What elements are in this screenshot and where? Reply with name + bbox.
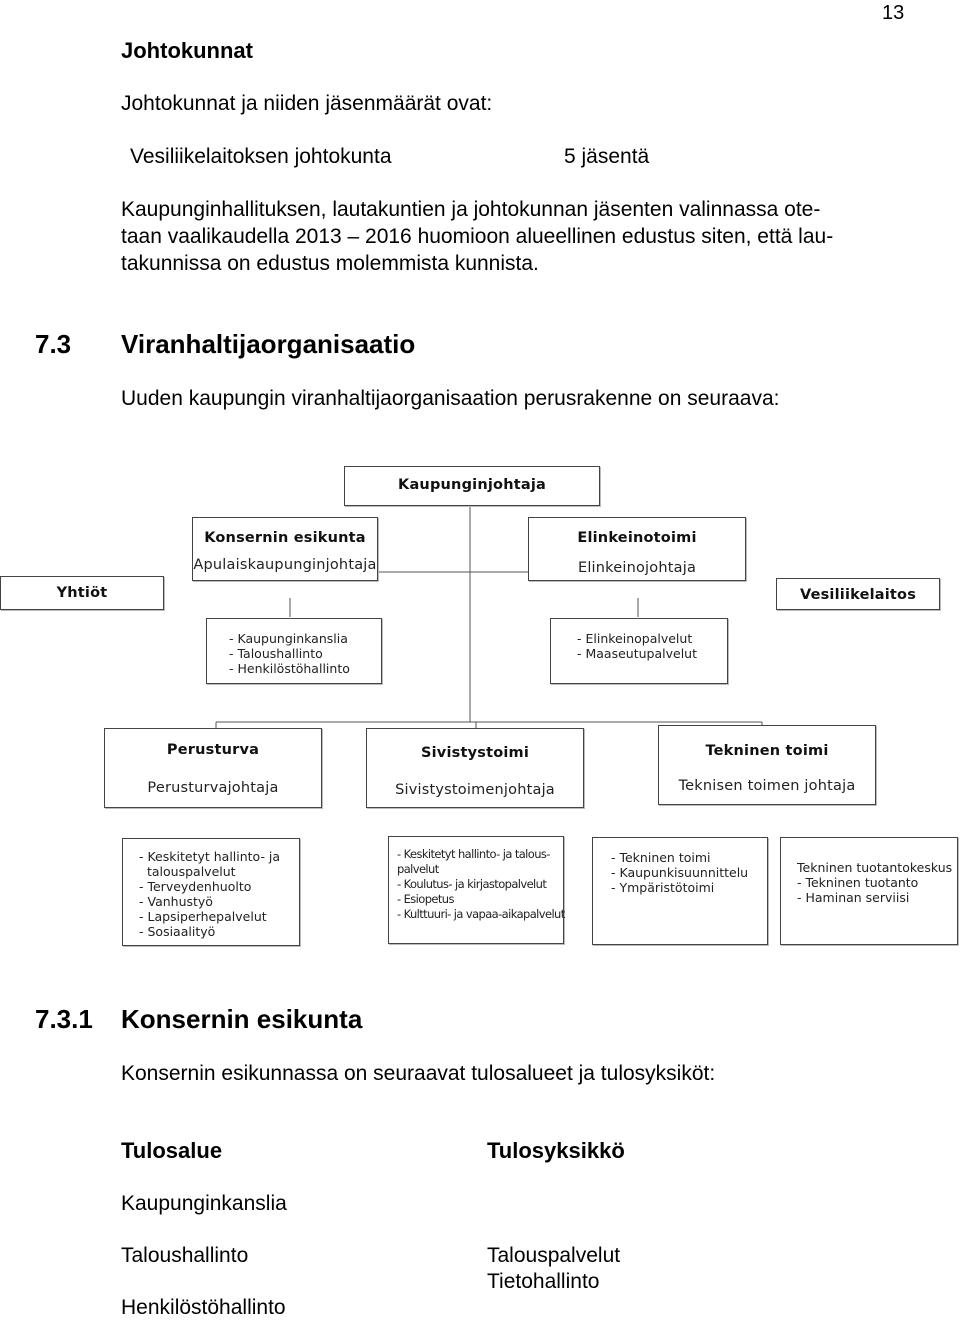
box-subtitle: Perusturvajohtaja [147,780,279,796]
box-subtitle: Apulaiskaupunginjohtaja [193,557,377,573]
box-title: Konsernin esikunta [204,530,366,546]
list-item: - Maaseutupalvelut [577,646,697,661]
unit-list [577,631,697,661]
section-title: Viranhaltijaorganisaatio [121,329,416,359]
johtokunnat-paragraph-line: Kaupunginhallituksen, lautakuntien ja johtokunnan jäsenten valinnassa ote- [121,198,821,221]
tulosyksikko-cell: Tietohallinto [487,1270,600,1293]
list-item: palvelut [397,862,439,876]
box-konsernin-esikunta [192,517,378,581]
list-item: - Haminan serviisi [797,890,910,905]
subsection-intro: Konsernin esikunnassa on seuraavat tulosalueet ja tulosyksiköt: [121,1062,716,1085]
subsection-number: 7.3.1 [35,1004,93,1034]
box-subtitle: Elinkeinojohtaja [577,560,697,576]
list-item: - Taloushallinto [229,646,323,661]
list-item: - Kaupunkisuunnittelu [611,865,749,880]
box-tekninen-toimi [658,725,876,805]
list-item: - Koulutus- ja kirjastopalvelut [397,877,547,891]
tulosalue-cell: Taloushallinto [121,1244,249,1267]
unit-list [797,860,952,905]
johtokunnat-heading: Johtokunnat [121,38,253,63]
list-item: - Ympäristötoimi [611,880,715,895]
box-kaupunginjohtaja [344,466,600,506]
box-tekninen-units [592,837,768,945]
page-number: 13 [882,2,905,24]
unit-list [139,849,280,939]
tulosalue-cell: Kaupunginkanslia [121,1192,287,1215]
box-title: Elinkeinotoimi [577,530,697,546]
box-sivistystoimi [366,728,584,808]
list-item: - Tekninen tuotanto [797,875,919,890]
list-item: - Henkilöstöhallinto [229,661,350,676]
section-intro: Uuden kaupungin viranhaltijaorganisaation perusrakenne on seuraava: [121,387,780,410]
subsection-title: Konsernin esikunta [121,1004,363,1034]
column-header-tulosyksikko: Tulosyksikkö [487,1138,625,1163]
johtokunnat-paragraph-line: taan vaalikaudella 2013 – 2016 huomioon alueellinen edustus siten, että lau- [121,225,834,248]
unit-list [611,850,748,895]
johtokunta-member-count: 5 jäsentä [564,145,650,168]
box-title: Vesiliikelaitos [799,587,917,603]
box-title: Tekninen toimi [705,743,829,759]
johtokunnat-paragraph-line: takunnissa on edustus molemmista kunnista. [121,252,539,275]
box-vesiliikelaitos [776,578,940,610]
list-item: - Lapsiperhepalvelut [139,909,267,924]
list-item: - Vanhustyö [139,894,213,909]
tulosalue-cell: Henkilöstöhallinto [121,1296,286,1319]
tulosyksikko-cell: Talouspalvelut [487,1244,621,1267]
box-subtitle: Teknisen toimen johtaja [678,778,856,794]
list-item: Tekninen tuotantokeskus [797,860,953,875]
box-perusturva-units [122,838,300,946]
org-chart [0,460,960,960]
unit-list [397,847,565,922]
box-elinkeinotoimi [528,517,746,581]
box-title: Kaupunginjohtaja [398,477,546,493]
list-item: - Keskitetyt hallinto- ja [139,849,281,864]
box-konserni-units [206,618,382,684]
list-item: - Kaupunginkanslia [229,631,348,646]
list-item: - Sosiaalityö [139,924,216,939]
box-sivistys-units [388,836,564,944]
list-item: - Elinkeinopalvelut [577,631,693,646]
johtokunnat-intro: Johtokunnat ja niiden jäsenmäärät ovat: [121,92,493,115]
box-tekninen-tuotantokeskus [780,837,958,945]
list-item: - Keskitetyt hallinto- ja talous- [397,847,550,861]
list-item: - Terveydenhuolto [139,879,252,894]
list-item: - Tekninen toimi [611,850,711,865]
box-title: Sivistystoimi [420,745,530,761]
list-item: - Esiopetus [397,892,454,906]
list-item: talouspalvelut [147,864,236,879]
unit-list [229,631,350,676]
list-item: - Kulttuuri- ja vapaa-aikapalvelut [397,907,565,921]
box-yhtiot [0,576,164,610]
box-elinkeino-units [550,618,728,684]
column-header-tulosalue: Tulosalue [121,1138,223,1163]
box-subtitle: Sivistystoimenjohtaja [395,782,555,798]
box-title: Yhtiöt [56,585,108,601]
section-number: 7.3 [35,329,72,359]
box-title: Perusturva [166,742,260,758]
box-perusturva [104,728,322,808]
johtokunta-name: Vesiliikelaitoksen johtokunta [130,145,392,168]
